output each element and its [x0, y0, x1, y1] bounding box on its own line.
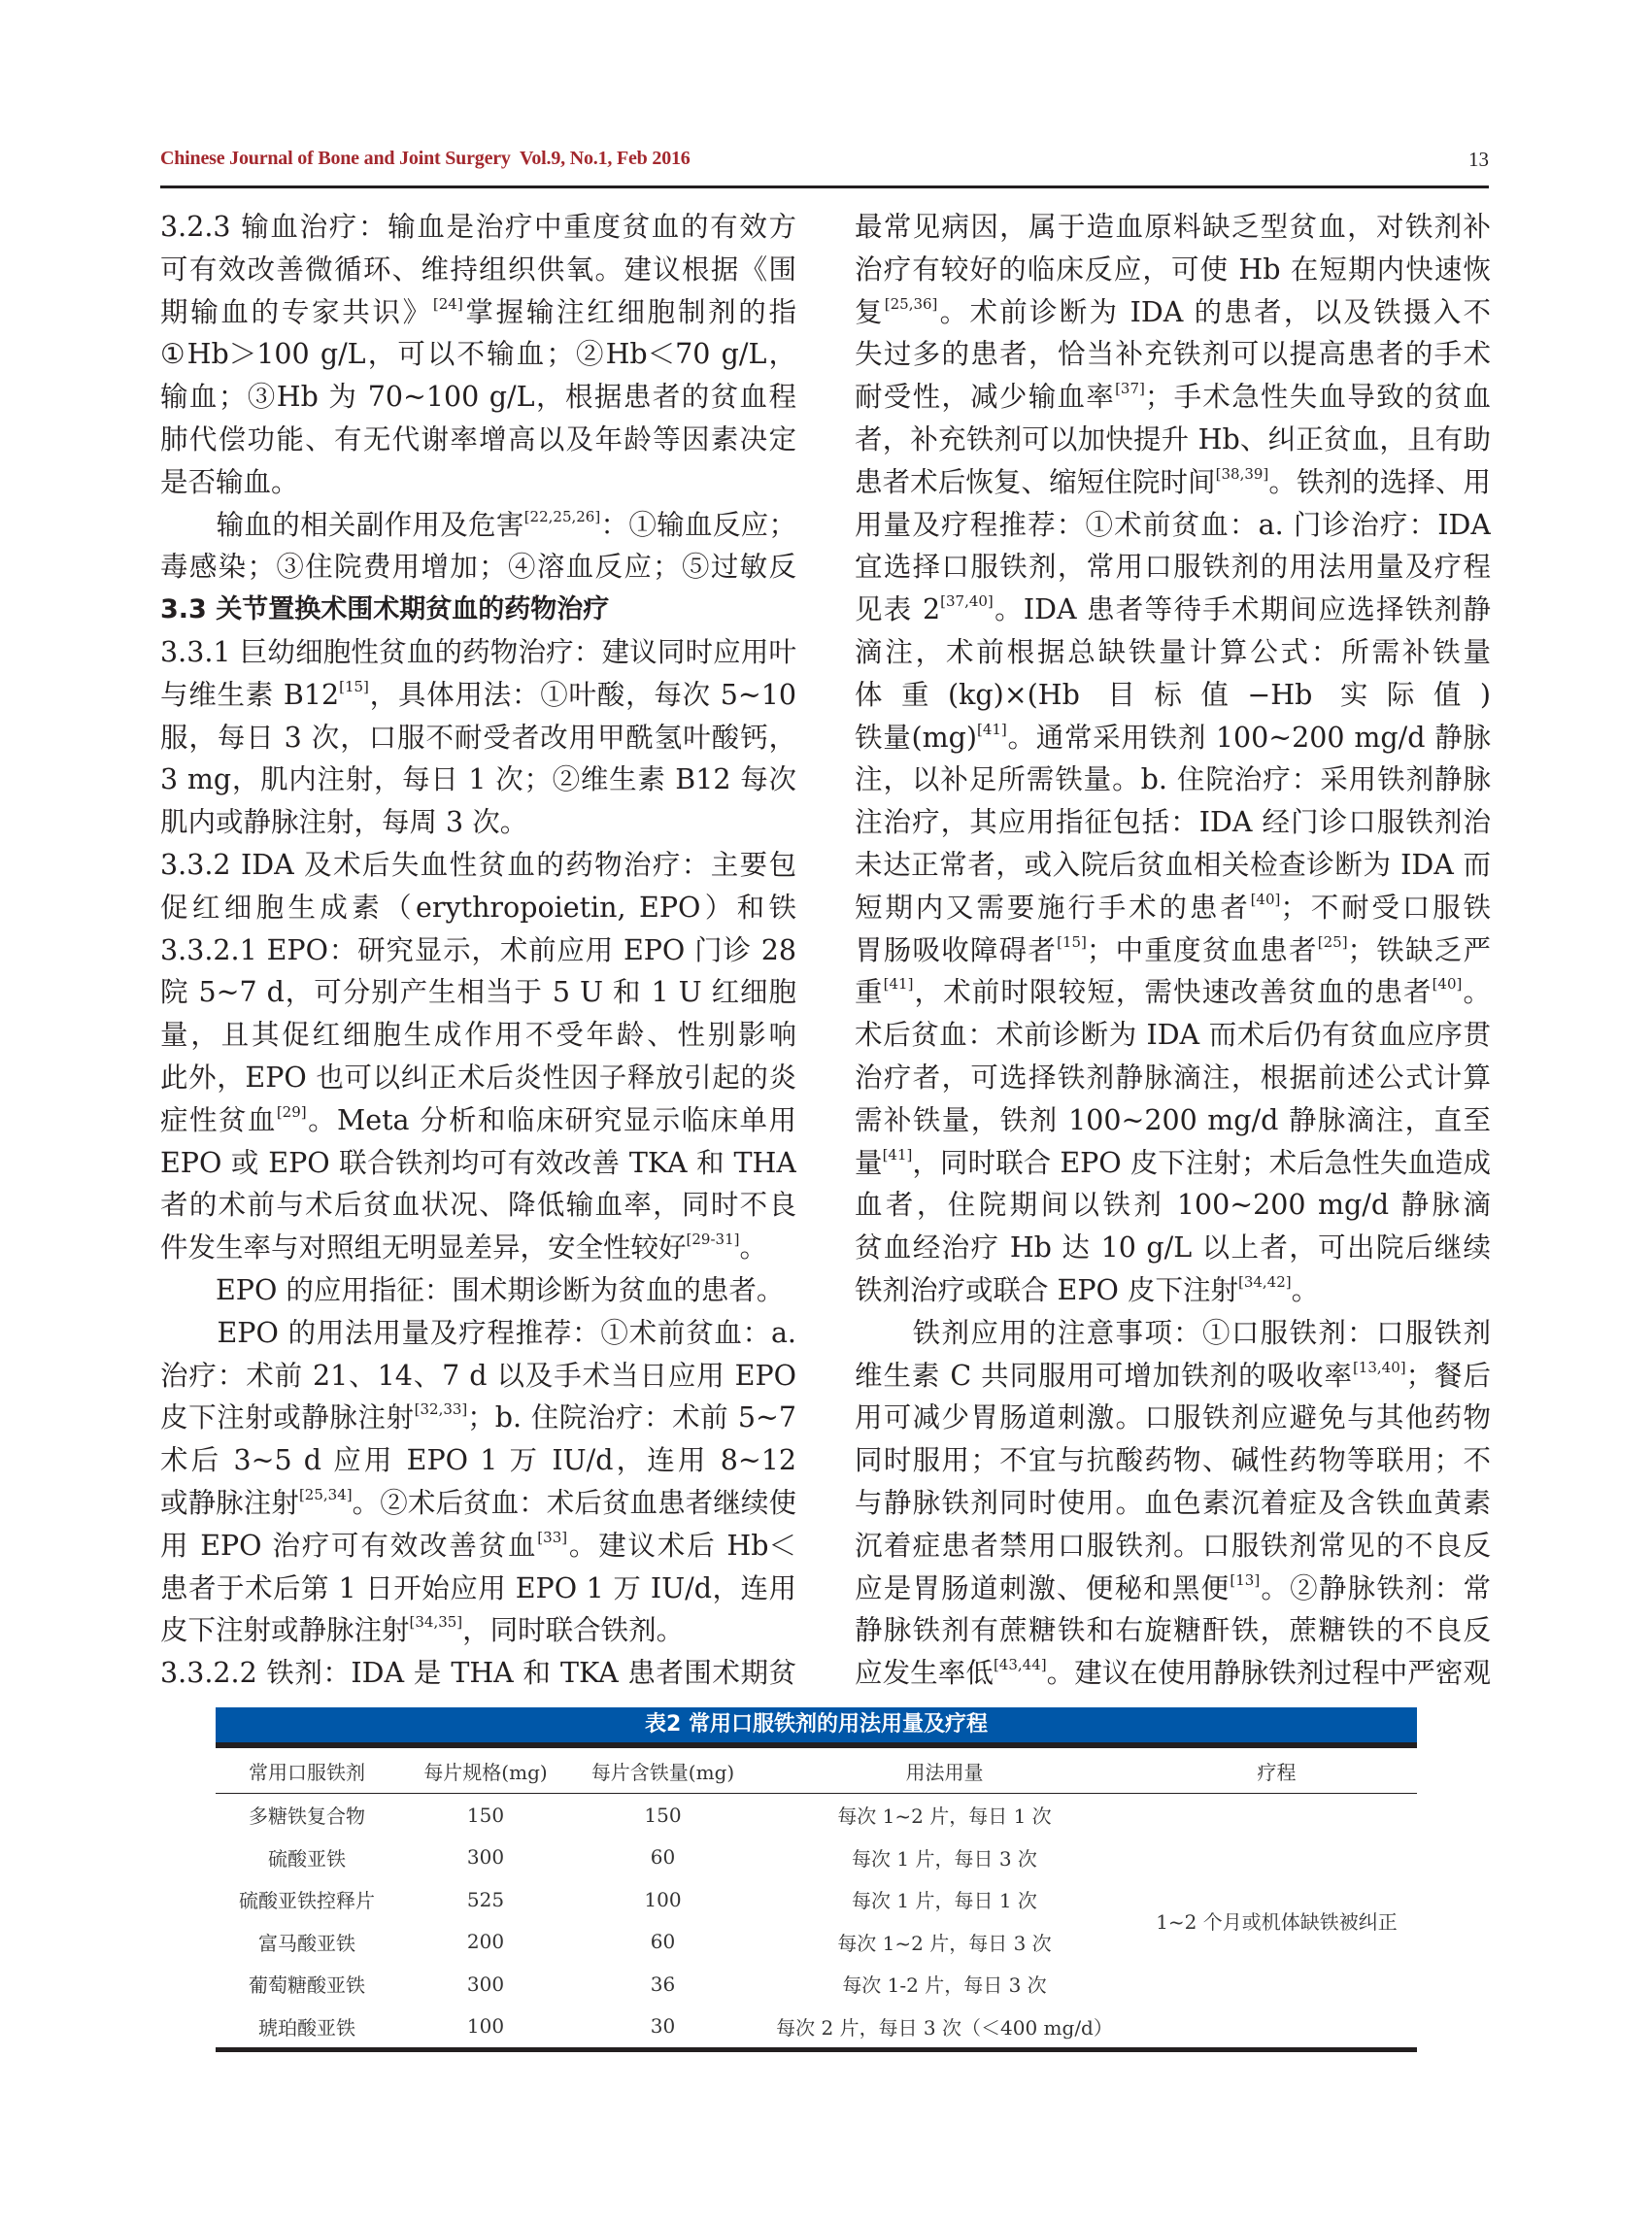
- text-line: 输血的相关副作用及危害[22,25,26]：①输血反应；: [160, 507, 796, 541]
- paragraph: [160, 504, 796, 590]
- text-line: 失过多的患者，恰当补充铁剂可以提高患者的手术: [855, 338, 1491, 371]
- text-line: 用 EPO 治疗可有效改善贫血[33]。建议术后 Hb＜: [160, 1528, 796, 1562]
- text-line: 注，以补足所需铁量。b. 住院治疗：采用铁剂静脉: [855, 763, 1491, 796]
- paragraph: [160, 1269, 796, 1312]
- text-line: ①Hb＞100 g/L，可以不输血；②Hb＜70 g/L，: [160, 338, 796, 371]
- table-cell: 60: [650, 1845, 676, 1870]
- table-cell: 每次 1 片，每日 1 次: [852, 1889, 1037, 1913]
- citation-ref: [32,33]: [414, 1400, 468, 1419]
- citation-ref: [41]: [883, 975, 914, 994]
- text-line: 未达正常者，或入院后贫血相关检查诊断为 IDA 而: [855, 848, 1491, 881]
- text-line: 最常见病因，属于造血原料缺乏型贫血，对铁剂补: [855, 211, 1491, 243]
- table-cell: 每次 1~2 片，每日 1 次: [837, 1804, 1052, 1829]
- text-line: 与维生素 B12[15]，具体用法：①叶酸，每次 5~10: [160, 677, 796, 711]
- text-line: 需补铁量，铁剂 100~200 mg/d 静脉滴注，直至: [855, 1103, 1491, 1136]
- header-rule: [160, 186, 1489, 188]
- table-cell: 300: [466, 1845, 505, 1870]
- paragraph: [160, 1652, 796, 1695]
- text-line: EPO 的用法用量及疗程推荐：①术前贫血：a.: [217, 1316, 796, 1349]
- text-line: 维生素 C 共同服用可增加铁剂的吸收率[13,40]；餐后: [855, 1358, 1491, 1392]
- citation-ref: [13]: [1230, 1570, 1261, 1589]
- citation-ref: [29]: [276, 1102, 307, 1121]
- citation-ref: [29-31]: [686, 1231, 740, 1249]
- text-line: 治疗：术前 21、14、7 d 以及手术当日应用 EPO: [160, 1359, 796, 1392]
- table-cell: 每次 2 片，每日 3 次（＜400 mg/d）: [776, 2015, 1113, 2040]
- text-line: 与静脉铁剂同时使用。血色素沉着症及含铁血黄素: [855, 1486, 1491, 1519]
- citation-ref: [22,25,26]: [523, 507, 601, 525]
- text-line: 治疗者，可选择铁剂静脉滴注，根据前述公式计算: [855, 1061, 1491, 1094]
- paragraph: [855, 1312, 1491, 1695]
- citation-ref: [34,35]: [409, 1613, 463, 1632]
- text-line: 皮下注射或静脉注射[34,35]，同时联合铁剂。: [160, 1613, 685, 1647]
- text-line: 3.2.3 输血治疗：输血是治疗中重度贫血的有效方: [160, 211, 796, 243]
- table-cell: 30: [650, 2014, 676, 2039]
- table-2: [216, 1707, 1417, 2052]
- dosage-table: [216, 1748, 1417, 2047]
- citation-ref: [43,44]: [993, 1656, 1047, 1674]
- course-cell: 1~2 个月或机体缺铁被纠正: [1156, 1910, 1398, 1934]
- text-line: 此外，EPO 也可以纠正术后炎性因子释放引起的炎: [160, 1061, 796, 1094]
- text-line: 可有效改善微循环、维持组织供氧。建议根据《围: [160, 253, 796, 286]
- table-cell: 硫酸亚铁控释片: [239, 1889, 375, 1913]
- text-line: 是否输血。: [160, 465, 299, 498]
- text-line: 期输血的专家共识》[24]掌握输注红细胞制剂的指: [160, 294, 796, 328]
- table-cell: 100: [466, 2014, 505, 2039]
- text-line: 贫血经治疗 Hb 达 10 g/L 以上者，可出院后继续: [855, 1231, 1491, 1265]
- column-header: 每片规格(mg): [398, 1748, 573, 1794]
- text-line: 同时服用；不宜与抗酸药物、碱性药物等联用；不: [855, 1444, 1491, 1477]
- text-line: 体重(kg)×(Hb 目标值−Hb 实际值): [855, 678, 1491, 711]
- text-line: 铁剂应用的注意事项：①口服铁剂：口服铁剂: [912, 1316, 1491, 1349]
- citation-ref: [25,34]: [298, 1485, 353, 1503]
- text-line: 患者术后恢复、缩短住院时间[38,39]。铁剂的选择、用: [855, 464, 1491, 498]
- text-line: EPO 的应用指征：围术期诊断为贫血的患者。: [160, 1273, 785, 1306]
- citation-ref: [13,40]: [1352, 1358, 1406, 1376]
- paragraph: [160, 1312, 796, 1652]
- table-title: 表2 常用口服铁剂的用法用量及疗程: [216, 1707, 1417, 1742]
- text-line: 宜选择口服铁剂，常用口服铁剂的用法用量及疗程: [855, 551, 1491, 584]
- section-heading: [160, 589, 796, 631]
- text-line: 患者于术后第 1 日开始应用 EPO 1 万 IU/d，连用: [160, 1571, 796, 1604]
- text-line: 术后贫血：术前诊断为 IDA 而术后仍有贫血应序贯: [855, 1019, 1491, 1052]
- text-line: 服，每日 3 次，口服不耐受者改用甲酰氢叶酸钙，: [160, 721, 796, 754]
- citation-ref: [34,42]: [1237, 1272, 1292, 1291]
- column-header: 每片含铁量(mg): [573, 1748, 753, 1794]
- citation-ref: [40]: [1250, 890, 1281, 908]
- text-line: 铁量(mg)[41]。通常采用铁剂 100~200 mg/d 静脉: [855, 720, 1491, 754]
- citation-ref: [24]: [432, 294, 463, 313]
- text-line: 输血；③Hb 为 70~100 g/L，根据患者的贫血程: [160, 381, 796, 414]
- text-line: 治疗有较好的临床反应，可使 Hb 在短期内快速恢: [855, 253, 1491, 286]
- text-line: 应是胃肠道刺激、便秘和黑便[13]。②静脉铁剂：常: [855, 1570, 1491, 1604]
- text-line: 短期内又需要施行手术的患者[40]；不耐受口服铁: [855, 890, 1491, 924]
- text-line: 耐受性，减少输血率[37]；手术急性失血导致的贫血: [855, 380, 1491, 414]
- paragraph: [160, 206, 796, 504]
- text-line: 静脉铁剂有蔗糖铁和右旋糖酐铁，蔗糖铁的不良反: [855, 1614, 1491, 1647]
- table-cell: 525: [466, 1887, 505, 1911]
- paragraph: [160, 844, 796, 929]
- table-cell: 60: [650, 1930, 676, 1954]
- citation-ref: [38,39]: [1215, 464, 1269, 483]
- citation-ref: [41]: [882, 1145, 913, 1164]
- right-column: [855, 206, 1491, 1695]
- text-line: 铁剂治疗或联合 EPO 皮下注射[34,42]。: [855, 1272, 1320, 1306]
- text-line: 症性贫血[29]。Meta 分析和临床研究显示临床单用: [160, 1102, 796, 1136]
- citation-ref: [37,40]: [940, 592, 994, 611]
- text-line: 见表 2[37,40]。IDA 患者等待手术期间应选择铁剂静: [855, 592, 1491, 626]
- column-header: 常用口服铁剂: [216, 1748, 398, 1794]
- paragraph: [160, 631, 796, 844]
- text-line: 院 5~7 d，可分别产生相当于 5 U 和 1 U 红细胞: [160, 976, 796, 1009]
- table-cell: 琥珀酸亚铁: [258, 2015, 355, 2040]
- text-line: 3.3.1 巨幼细胞性贫血的药物治疗：建议同时应用叶: [160, 635, 796, 668]
- text-line: 复[25,36]。术前诊断为 IDA 的患者，以及铁摄入不: [855, 294, 1491, 328]
- table-cell: 每次 1-2 片，每日 3 次: [842, 1973, 1047, 1998]
- paragraph: [160, 929, 796, 1269]
- text-line: 术后 3~5 d 应用 EPO 1 万 IU/d，连用 8~12: [160, 1444, 796, 1477]
- text-line: 毒感染；③住院费用增加；④溶血反应；⑤过敏反: [160, 551, 796, 584]
- citation-ref: [40]: [1432, 975, 1463, 994]
- table-cell: 葡萄糖酸亚铁: [249, 1973, 365, 1998]
- table-header-row: [216, 1748, 1417, 1794]
- table-cell: 富马酸亚铁: [258, 1931, 355, 1955]
- page-number: 13: [1468, 148, 1489, 171]
- text-line: 注治疗，其应用指征包括：IDA 经门诊口服铁剂治: [855, 806, 1491, 839]
- table-cell: 200: [466, 1930, 505, 1954]
- citation-ref: [15]: [339, 677, 369, 695]
- text-line: 3.3.2 IDA 及术后失血性贫血的药物治疗：主要包: [160, 848, 796, 881]
- paragraph: [855, 206, 1491, 1312]
- column-header: 疗程: [1136, 1748, 1417, 1794]
- text-line: 者的术前与术后贫血状况、降低输血率，同时不良: [160, 1189, 796, 1222]
- text-line: 血者，住院期间以铁剂 100~200 mg/d 静脉滴: [855, 1189, 1491, 1222]
- text-line: 皮下注射或静脉注射[32,33]；b. 住院治疗：术前 5~7: [160, 1400, 796, 1434]
- text-line: 应发生率低[43,44]。建议在使用静脉铁剂过程中严密观: [855, 1656, 1491, 1690]
- citation-ref: [37]: [1115, 380, 1145, 398]
- table-cell: 150: [644, 1803, 682, 1827]
- text-line: EPO 或 EPO 联合铁剂均可有效改善 TKA 和 THA: [160, 1146, 796, 1179]
- table-row: [216, 1794, 1417, 1837]
- text-line: 肌内或静脉注射，每周 3 次。: [160, 806, 528, 839]
- text-line: 3.3.2.2 铁剂：IDA 是 THA 和 TKA 患者围术期贫: [160, 1657, 796, 1690]
- text-line: 胃肠吸收障碍者[15]；中重度贫血患者[25]；铁缺乏严: [855, 932, 1491, 966]
- table-cell: 36: [650, 1972, 676, 1996]
- table-cell: 多糖铁复合物: [249, 1804, 365, 1829]
- text-line: 用量及疗程推荐：①术前贫血：a. 门诊治疗：IDA: [855, 508, 1491, 541]
- table-cell: 每次 1~2 片，每日 3 次: [837, 1931, 1052, 1955]
- citation-ref: [15]: [1057, 932, 1087, 951]
- citation-ref: [33]: [537, 1528, 568, 1546]
- table-cell: 每次 1 片，每日 3 次: [852, 1846, 1037, 1871]
- table-cell: 100: [644, 1887, 682, 1911]
- citation-ref: [25,36]: [884, 294, 938, 313]
- running-head: Chinese Journal of Bone and Joint Surgery Vol.9, No.1, Feb 2016: [160, 148, 691, 169]
- text-line: 或静脉注射[25,34]。②术后贫血：术后贫血患者继续使: [160, 1485, 796, 1519]
- text-line: 3 mg，肌内注射，每日 1 次；②维生素 B12 每次: [160, 763, 796, 796]
- citation-ref: [41]: [976, 720, 1007, 738]
- text-line: 量[41]，同时联合 EPO 皮下注射；术后急性失血造成: [855, 1145, 1491, 1179]
- text-line: 滴注，术前根据总缺铁量计算公式：所需补铁量: [855, 635, 1491, 668]
- table-cell: 硫酸亚铁: [268, 1846, 346, 1871]
- text-line: 用可减少胃肠道刺激。口服铁剂应避免与其他药物: [855, 1401, 1491, 1434]
- text-line: 3.3 关节置换术围术期贫血的药物治疗: [160, 594, 610, 625]
- text-line: 量，且其促红细胞生成作用不受年龄、性别影响: [160, 1019, 796, 1052]
- text-line: 重[41]，术前时限较短，需快速改善贫血的患者[40]。: [855, 975, 1491, 1009]
- text-line: 促红细胞生成素（erythropoietin, EPO）和铁: [160, 891, 796, 924]
- text-line: 肺代偿功能、有无代谢率增高以及年龄等因素决定: [160, 422, 796, 455]
- text-line: 件发生率与对照组无明显差异，安全性较好[29-31]。: [160, 1231, 767, 1265]
- citation-ref: [25]: [1317, 932, 1348, 951]
- table-cell: 150: [466, 1803, 505, 1827]
- table-cell: 300: [466, 1972, 505, 1996]
- left-column: [160, 206, 796, 1695]
- column-header: 用法用量: [753, 1748, 1136, 1794]
- text-line: 沉着症患者禁用口服铁剂。口服铁剂常见的不良反: [855, 1529, 1491, 1562]
- table-bottom-rule: [216, 2047, 1417, 2052]
- text-line: 者，补充铁剂可以加快提升 Hb、纠正贫血，且有助: [855, 422, 1491, 455]
- text-line: 3.3.2.1 EPO：研究显示，术前应用 EPO 门诊 28: [160, 933, 796, 966]
